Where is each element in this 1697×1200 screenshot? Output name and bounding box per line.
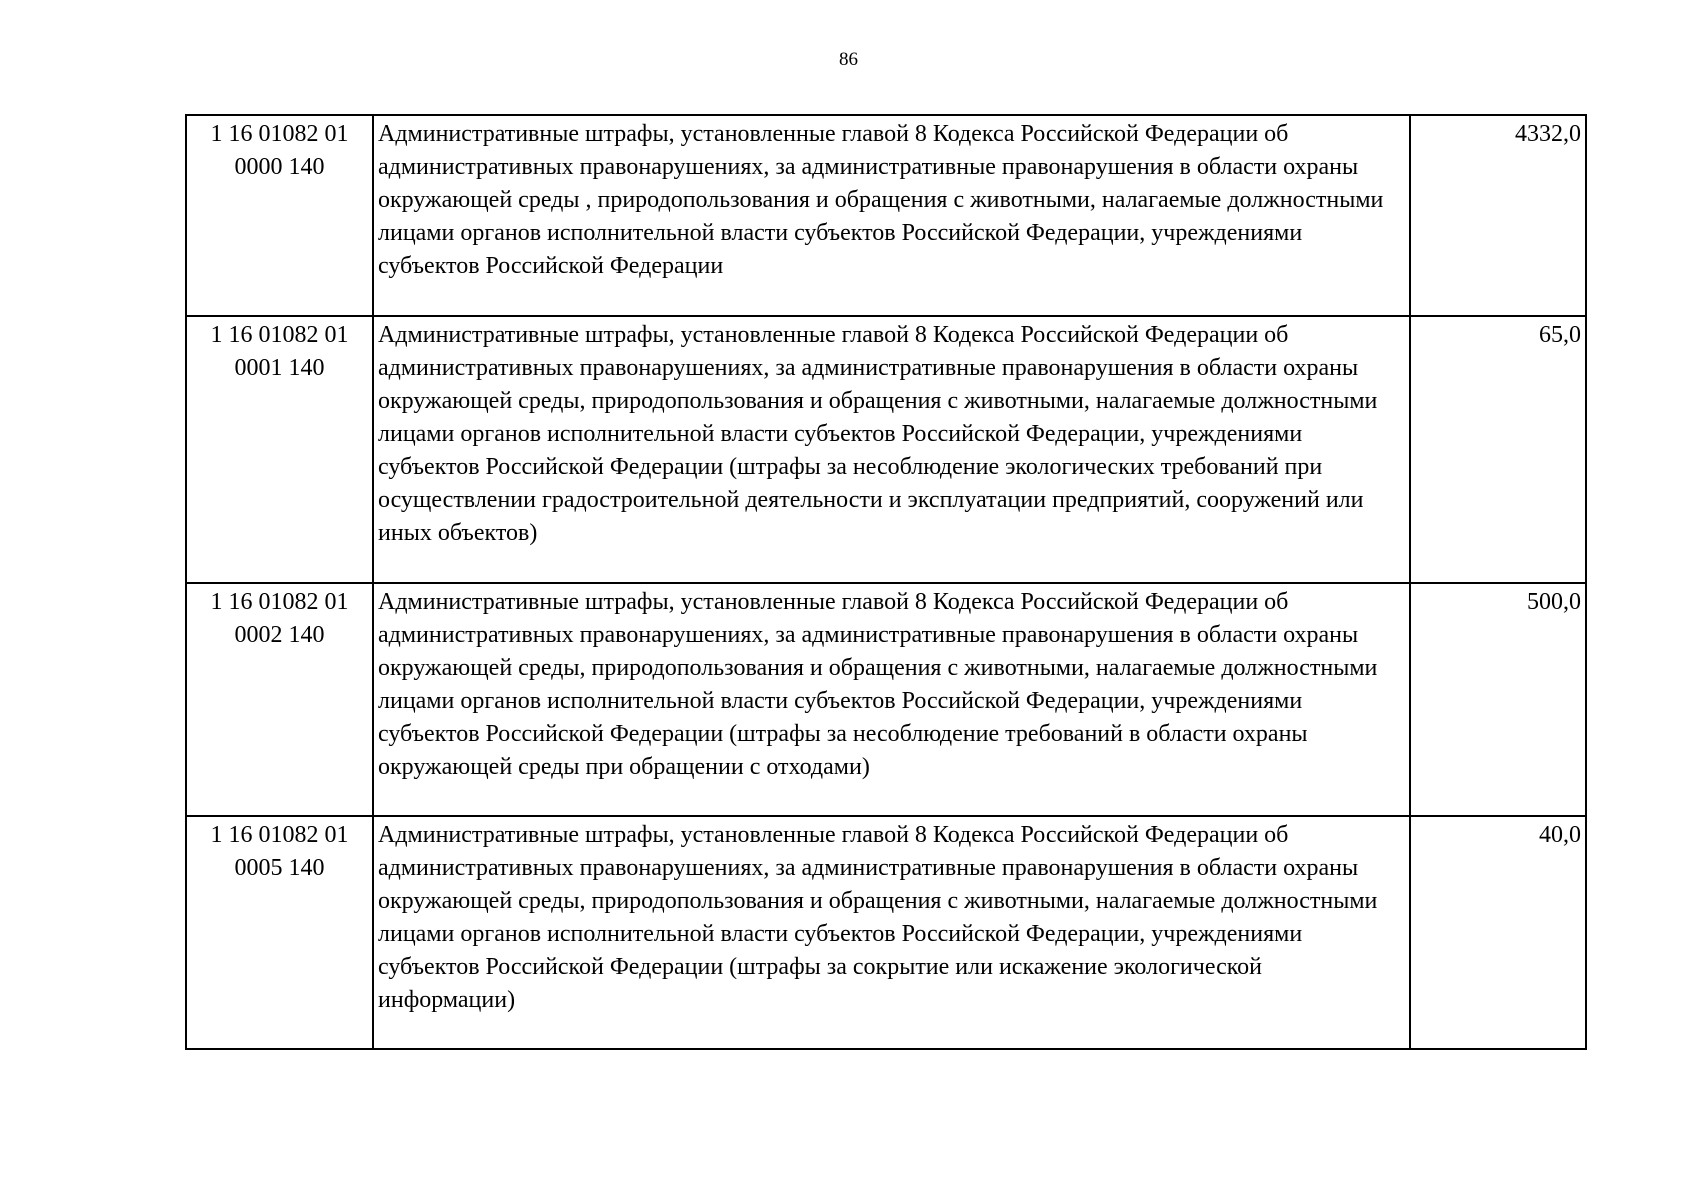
budget-code-line-2: 0001 140 [234, 355, 325, 381]
description-cell: Административные штрафы, установленные главой 8 Кодекса Российской Федерации об административных правонарушениях, за административные правонарушения в области охраны окружающей среды , природопользования и обращения с животными, налагаемые должностными лицами органов исполнительной власти субъектов Российской Федерации, учреждениями субъектов Российской Федерации [373, 115, 1410, 316]
budget-code-cell [186, 115, 373, 316]
table-row [186, 316, 1586, 583]
budget-code-line-1: 1 16 01082 01 [210, 822, 349, 848]
page-number: 86 [839, 49, 858, 70]
description-cell: Административные штрафы, установленные главой 8 Кодекса Российской Федерации об административных правонарушениях, за административные правонарушения в области охраны окружающей среды, природопользования и обращения с животными, налагаемые должностными лицами органов исполнительной власти субъектов Российской Федерации, учреждениями субъектов Российской Федерации (штрафы за несоблюдение экологических требований при осуществлении градостроительной деятельности и эксплуатации предприятий, сооружений или иных объектов) [373, 316, 1410, 583]
budget-revenue-table [185, 114, 1587, 1050]
budget-code-cell [186, 816, 373, 1049]
amount-cell: 500,0 [1410, 583, 1586, 816]
budget-code-line-1: 1 16 01082 01 [210, 589, 349, 615]
budget-code-cell [186, 316, 373, 583]
amount-cell: 4332,0 [1410, 115, 1586, 316]
budget-code-line-2: 0000 140 [234, 154, 325, 180]
description-cell: Административные штрафы, установленные главой 8 Кодекса Российской Федерации об административных правонарушениях, за административные правонарушения в области охраны окружающей среды, природопользования и обращения с животными, налагаемые должностными лицами органов исполнительной власти субъектов Российской Федерации, учреждениями субъектов Российской Федерации (штрафы за несоблюдение требований в области охраны окружающей среды при обращении с отходами) [373, 583, 1410, 816]
budget-code-line-1: 1 16 01082 01 [210, 121, 349, 147]
budget-code-line-1: 1 16 01082 01 [210, 322, 349, 348]
budget-code-cell [186, 583, 373, 816]
table-row [186, 115, 1586, 316]
budget-code-line-2: 0005 140 [234, 855, 325, 881]
amount-cell: 65,0 [1410, 316, 1586, 583]
amount-cell: 40,0 [1410, 816, 1586, 1049]
description-cell: Административные штрафы, установленные главой 8 Кодекса Российской Федерации об административных правонарушениях, за административные правонарушения в области охраны окружающей среды, природопользования и обращения с животными, налагаемые должностными лицами органов исполнительной власти субъектов Российской Федерации, учреждениями субъектов Российской Федерации (штрафы за сокрытие или искажение экологической информации) [373, 816, 1410, 1049]
budget-code-line-2: 0002 140 [234, 622, 325, 648]
table-row [186, 816, 1586, 1049]
table-row [186, 583, 1586, 816]
